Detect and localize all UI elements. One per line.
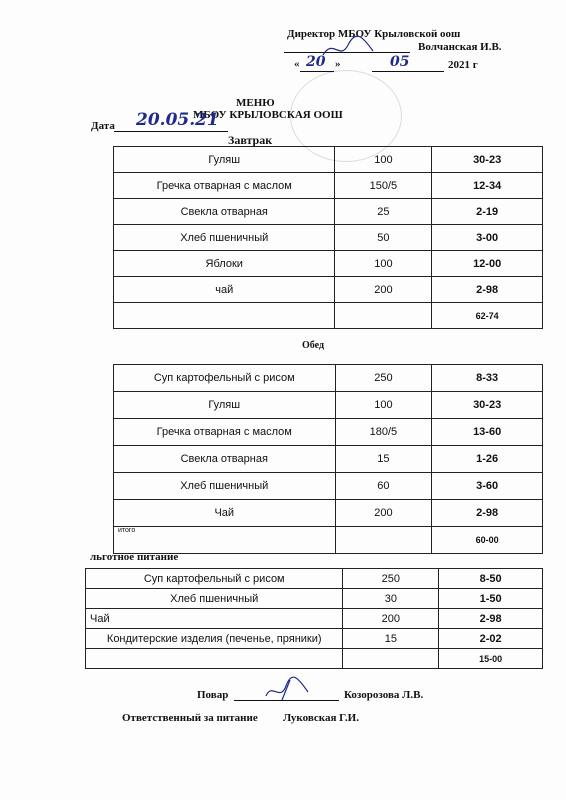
breakfast-total: 62-74 xyxy=(432,303,543,329)
dish-portion: 100 xyxy=(335,147,432,173)
dish-name: Суп картофельный с рисом xyxy=(114,365,336,392)
lunch-table xyxy=(113,364,543,554)
lunch-title: Обед xyxy=(302,340,325,351)
dish-portion: 150/5 xyxy=(335,173,432,199)
dish-portion: 180/5 xyxy=(335,419,432,446)
date-underline xyxy=(114,131,228,132)
dish-name: Гречка отварная с маслом xyxy=(114,173,335,199)
dish-price: 1-26 xyxy=(432,446,543,473)
director-name: Волчанская И.В. xyxy=(418,41,502,53)
dish-portion: 250 xyxy=(335,365,432,392)
dish-name: Чай xyxy=(114,500,336,527)
cook-signature xyxy=(262,676,312,706)
dish-price: 2-98 xyxy=(432,500,543,527)
lunch-total-label: итого xyxy=(114,527,336,554)
total-empty-cell xyxy=(335,527,432,554)
dish-name: Хлеб пшеничный xyxy=(114,473,336,500)
dish-price: 3-00 xyxy=(432,225,543,251)
dish-price: 2-02 xyxy=(439,629,543,649)
dish-name: Хлеб пшеничный xyxy=(86,589,343,609)
dish-name: Хлеб пшеничный xyxy=(114,225,335,251)
table-row xyxy=(86,609,543,629)
total-empty-cell xyxy=(335,303,432,329)
table-row xyxy=(114,500,543,527)
total-empty-cell xyxy=(114,303,335,329)
table-row xyxy=(114,392,543,419)
cook-name: Козорозова Л.В. xyxy=(344,689,424,701)
menu-date-handwritten: 20.05.21 xyxy=(136,110,219,130)
director-line: Директор МБОУ Крыловской оош xyxy=(287,28,461,40)
dish-name: Яблоки xyxy=(114,251,335,277)
dish-name: Гречка отварная с маслом xyxy=(114,419,336,446)
lunch-total: 60-00 xyxy=(432,527,543,554)
dish-price: 8-50 xyxy=(439,569,543,589)
responsible-label: Ответственный за питание xyxy=(122,712,258,724)
dish-name: Свекла отварная xyxy=(114,446,336,473)
dish-portion: 200 xyxy=(335,277,432,303)
dish-portion: 200 xyxy=(343,609,439,629)
total-empty-cell xyxy=(86,649,343,669)
dish-price: 30-23 xyxy=(432,392,543,419)
dish-name: Гуляш xyxy=(114,147,335,173)
date-label: Дата xyxy=(91,120,115,132)
dish-portion: 200 xyxy=(335,500,432,527)
preferential-title: льготное питание xyxy=(90,551,179,563)
table-row xyxy=(114,446,543,473)
cook-label: Повар xyxy=(197,689,229,701)
dish-portion: 100 xyxy=(335,251,432,277)
preferential-total: 15-00 xyxy=(439,649,543,669)
table-row xyxy=(114,173,543,199)
approval-date-open-quote: « xyxy=(294,58,300,70)
table-row xyxy=(114,277,543,303)
responsible-name: Луковская Г.И. xyxy=(283,712,359,724)
total-row xyxy=(114,527,543,554)
approval-date-month: 05 xyxy=(390,54,410,70)
total-row xyxy=(86,649,543,669)
total-row xyxy=(114,303,543,329)
dish-portion: 15 xyxy=(335,446,432,473)
breakfast-table xyxy=(113,146,543,329)
approval-day-underline xyxy=(300,71,334,72)
table-row xyxy=(86,629,543,649)
dish-name: Чай xyxy=(86,609,343,629)
table-row xyxy=(114,225,543,251)
approval-date-day: 20 xyxy=(306,54,326,70)
dish-name: Суп картофельный с рисом xyxy=(86,569,343,589)
dish-name: Свекла отварная xyxy=(114,199,335,225)
table-row xyxy=(114,251,543,277)
dish-price: 2-98 xyxy=(432,277,543,303)
school-title: МБОУ КРЫЛОВСКАЯ ООШ xyxy=(193,109,343,121)
approval-year: 2021 г xyxy=(448,59,478,71)
dish-price: 12-34 xyxy=(432,173,543,199)
table-row xyxy=(114,419,543,446)
dish-price: 13-60 xyxy=(432,419,543,446)
dish-portion: 100 xyxy=(335,392,432,419)
dish-price: 30-23 xyxy=(432,147,543,173)
table-row xyxy=(114,473,543,500)
dish-portion: 50 xyxy=(335,225,432,251)
dish-portion: 60 xyxy=(335,473,432,500)
menu-title: МЕНЮ xyxy=(236,97,275,109)
dish-price: 2-19 xyxy=(432,199,543,225)
dish-name: Кондитерские изделия (печенье, пряники) xyxy=(86,629,343,649)
table-row xyxy=(114,147,543,173)
table-row xyxy=(86,589,543,609)
dish-portion: 250 xyxy=(343,569,439,589)
table-row xyxy=(114,199,543,225)
dish-portion: 30 xyxy=(343,589,439,609)
dish-name: Гуляш xyxy=(114,392,336,419)
dish-name: чай xyxy=(114,277,335,303)
dish-price: 1-50 xyxy=(439,589,543,609)
table-row xyxy=(114,365,543,392)
total-empty-cell xyxy=(343,649,439,669)
table-row xyxy=(86,569,543,589)
approval-month-underline xyxy=(372,71,444,72)
breakfast-title: Завтрак xyxy=(228,133,273,147)
director-signature xyxy=(318,33,378,63)
dish-portion: 15 xyxy=(343,629,439,649)
dish-price: 8-33 xyxy=(432,365,543,392)
dish-portion: 25 xyxy=(335,199,432,225)
dish-price: 12-00 xyxy=(432,251,543,277)
dish-price: 2-98 xyxy=(439,609,543,629)
preferential-table xyxy=(85,568,543,669)
approval-date-close-quote: » xyxy=(335,58,341,70)
dish-price: 3-60 xyxy=(432,473,543,500)
